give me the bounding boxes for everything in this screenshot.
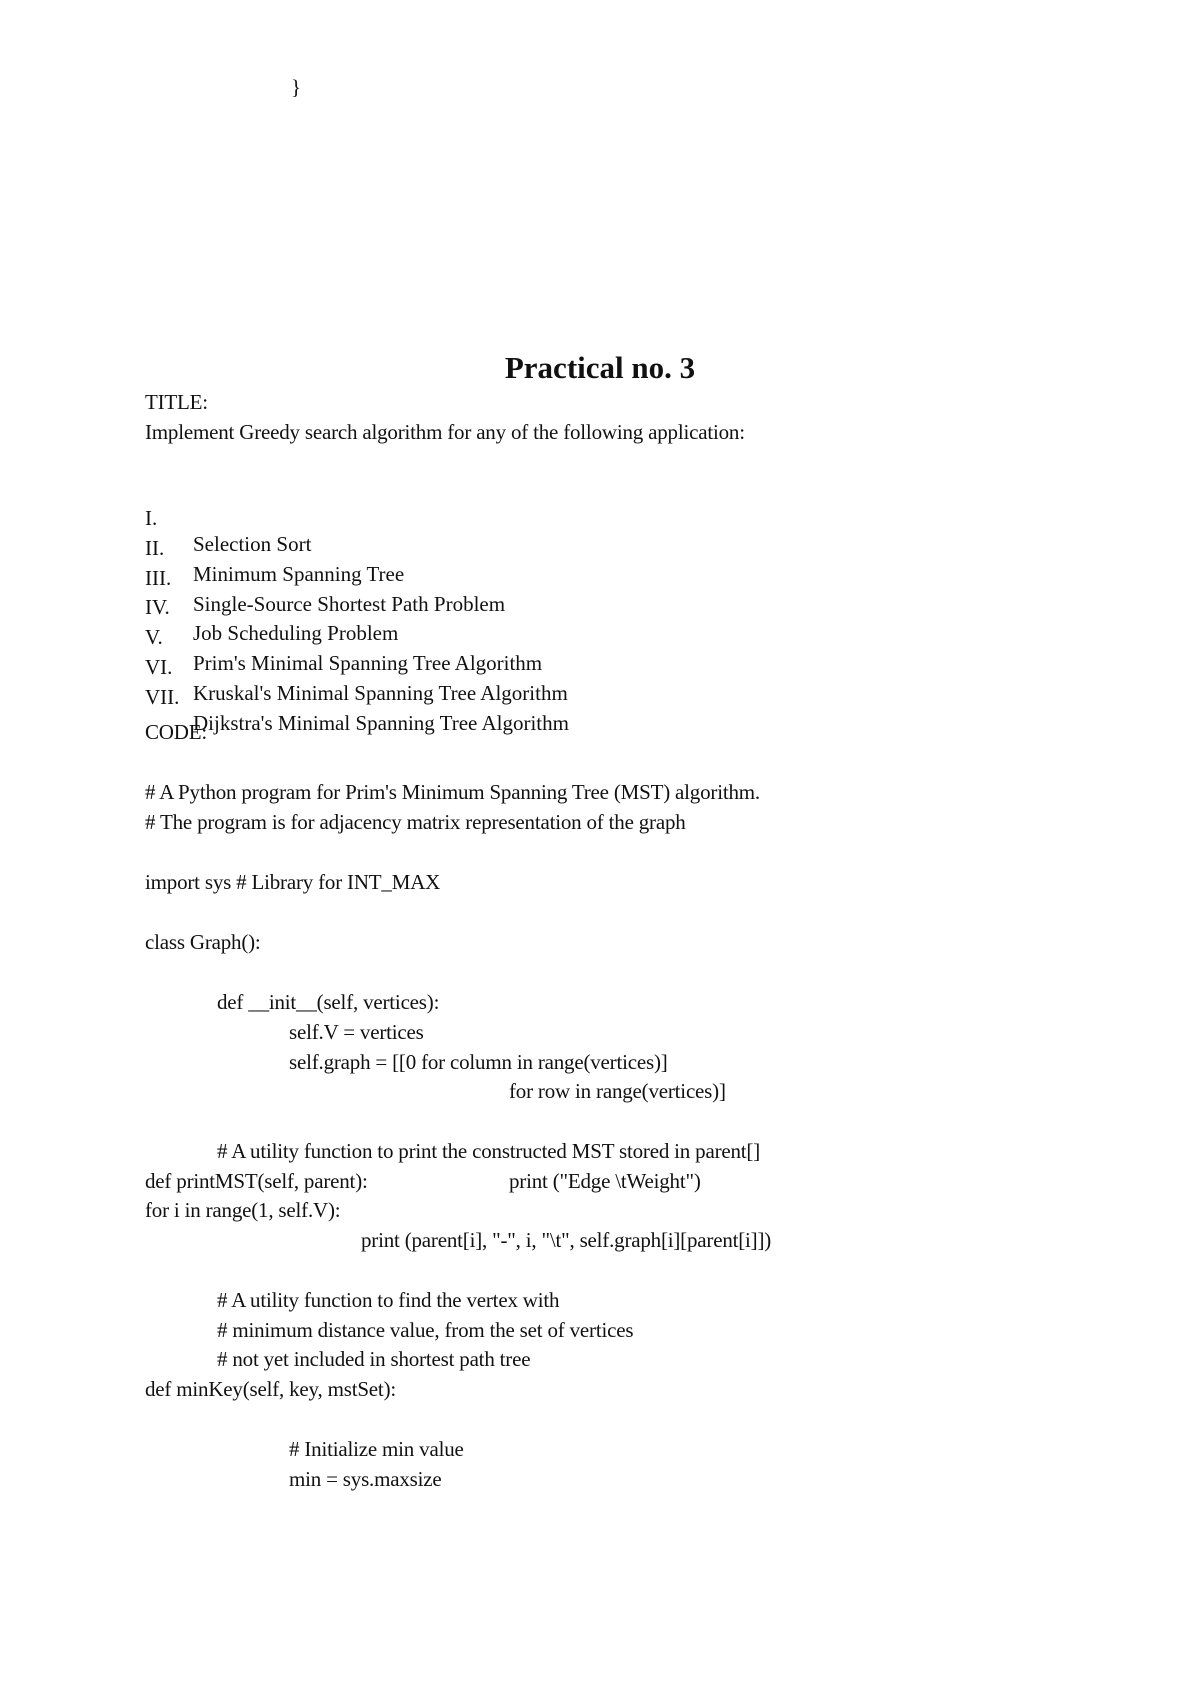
code-line: # A utility function to print the constructed MST stored in parent[] bbox=[217, 1139, 761, 1163]
list-text: Prim's Minimal Spanning Tree Algorithm bbox=[193, 651, 543, 675]
code-line: # A Python program for Prim's Minimum Spanning Tree (MST) algorithm. bbox=[145, 780, 760, 804]
code-line: for row in range(vertices)] bbox=[509, 1079, 726, 1103]
code-line: self.graph = [[0 for column in range(vertices)] bbox=[289, 1050, 668, 1074]
code-line: # Initialize min value bbox=[289, 1437, 464, 1461]
code-line: self.V = vertices bbox=[289, 1020, 424, 1044]
list-text: Single-Source Shortest Path Problem bbox=[193, 592, 506, 616]
code-line: import sys # Library for INT_MAX bbox=[145, 870, 441, 894]
list-number: VI. bbox=[145, 655, 173, 679]
code-line: print (parent[i], "-", i, "\t", self.graph[i][parent[i]]) bbox=[361, 1228, 772, 1252]
list-text: Selection Sort bbox=[193, 532, 312, 556]
code-line: def __init__(self, vertices): bbox=[217, 990, 440, 1014]
list-number: VII. bbox=[145, 685, 180, 709]
title-label: TITLE: bbox=[145, 390, 208, 414]
code-line: min = sys.maxsize bbox=[289, 1467, 442, 1491]
code-line: # not yet included in shortest path tree bbox=[217, 1347, 531, 1371]
closing-brace: } bbox=[291, 75, 301, 99]
list-number: V. bbox=[145, 625, 163, 649]
list-number: IV. bbox=[145, 595, 170, 619]
code-line: # minimum distance value, from the set of vertices bbox=[217, 1318, 634, 1342]
code-label: CODE: bbox=[145, 720, 208, 744]
code-line: class Graph(): bbox=[145, 930, 261, 954]
code-line: def printMST(self, parent): bbox=[145, 1169, 368, 1193]
list-number: I. bbox=[145, 506, 158, 530]
list-number: II. bbox=[145, 536, 165, 560]
list-text: Job Scheduling Problem bbox=[193, 621, 399, 645]
list-text: Dijkstra's Minimal Spanning Tree Algorithm bbox=[193, 711, 569, 735]
list-number: III. bbox=[145, 566, 172, 590]
list-text: Minimum Spanning Tree bbox=[193, 562, 405, 586]
list-text: Kruskal's Minimal Spanning Tree Algorithm bbox=[193, 681, 568, 705]
code-line: # A utility function to find the vertex with bbox=[217, 1288, 560, 1312]
code-line: print ("Edge \tWeight") bbox=[509, 1169, 701, 1193]
code-line: def minKey(self, key, mstSet): bbox=[145, 1377, 396, 1401]
code-line: # The program is for adjacency matrix representation of the graph bbox=[145, 810, 686, 834]
page-heading: Practical no. 3 bbox=[504, 350, 696, 385]
code-line: for i in range(1, self.V): bbox=[145, 1198, 341, 1222]
title-text: Implement Greedy search algorithm for any of the following application: bbox=[145, 420, 745, 444]
